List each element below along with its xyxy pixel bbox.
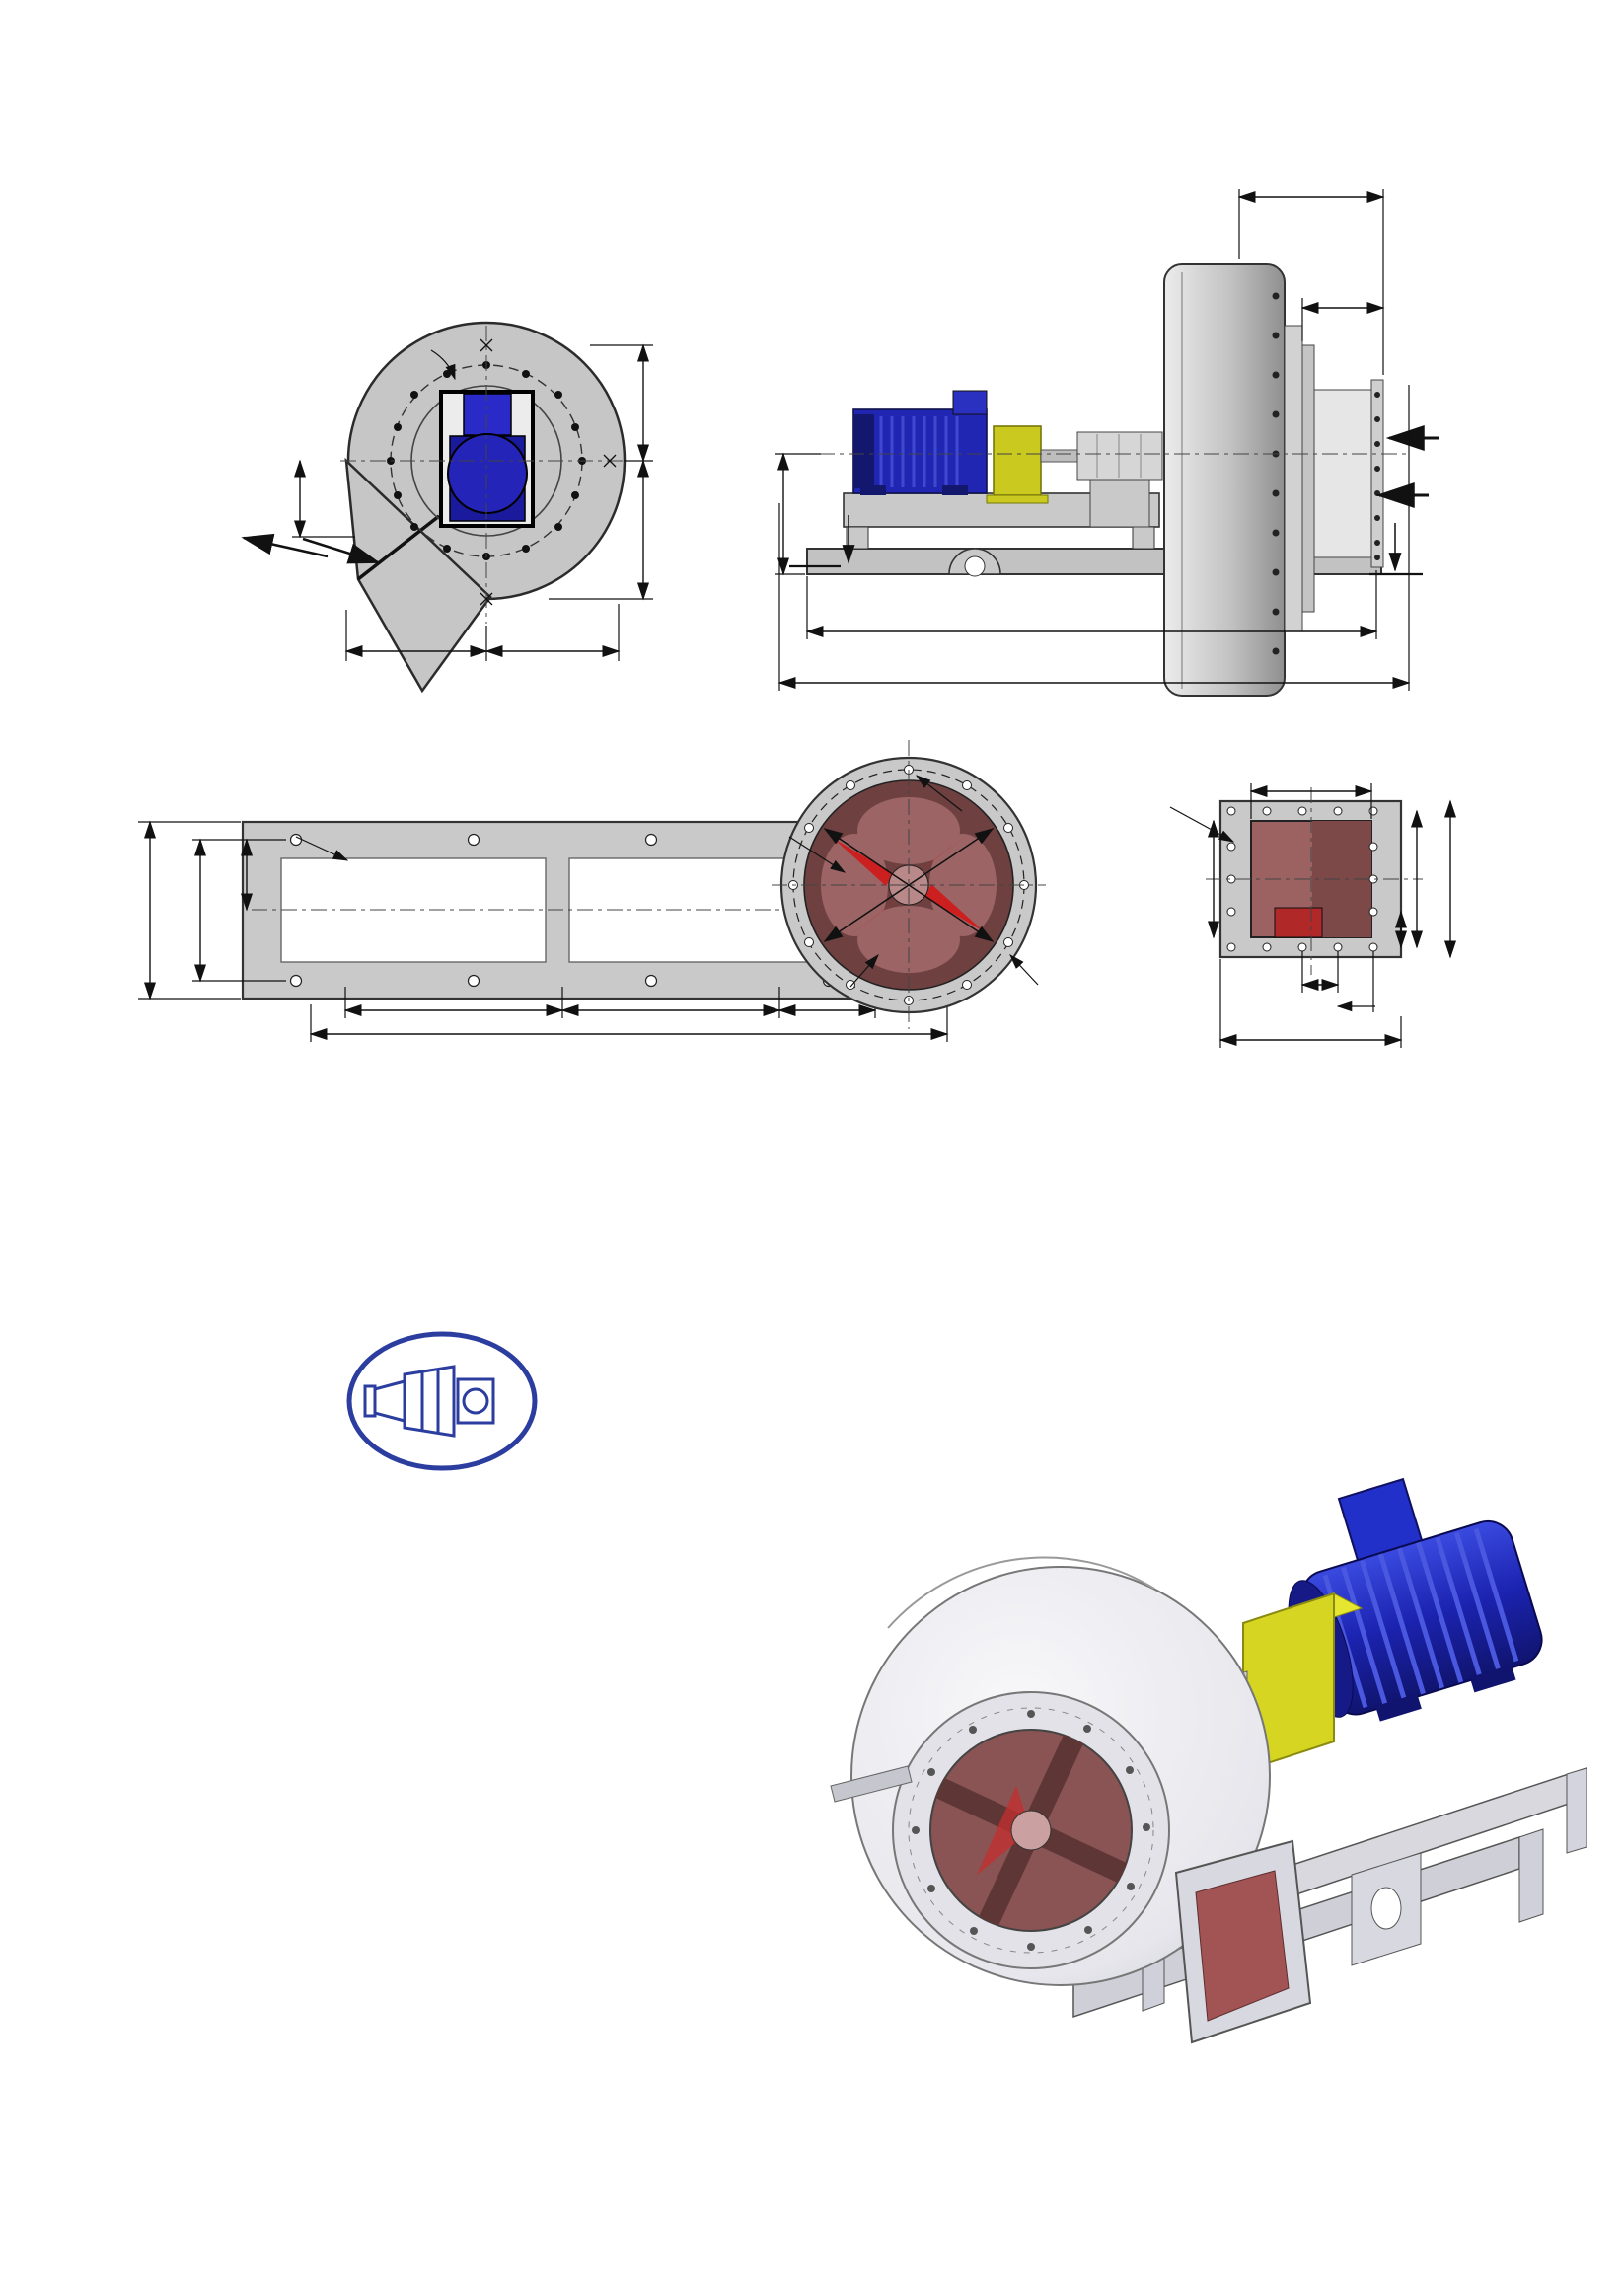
front-view	[244, 323, 653, 691]
factory-stamp-logo	[128, 1228, 535, 1468]
view-b	[1170, 783, 1450, 1048]
scroll-housing	[831, 1557, 1310, 2042]
coupling-guard-yellow	[994, 426, 1041, 495]
aerodynamic-chart	[128, 1228, 858, 2097]
fan-3d-render	[829, 1450, 1618, 2092]
engineering-drawings	[0, 148, 1624, 1095]
bearing-unit	[1077, 432, 1162, 480]
side-view	[775, 189, 1439, 696]
inlet-collar	[1314, 390, 1373, 557]
